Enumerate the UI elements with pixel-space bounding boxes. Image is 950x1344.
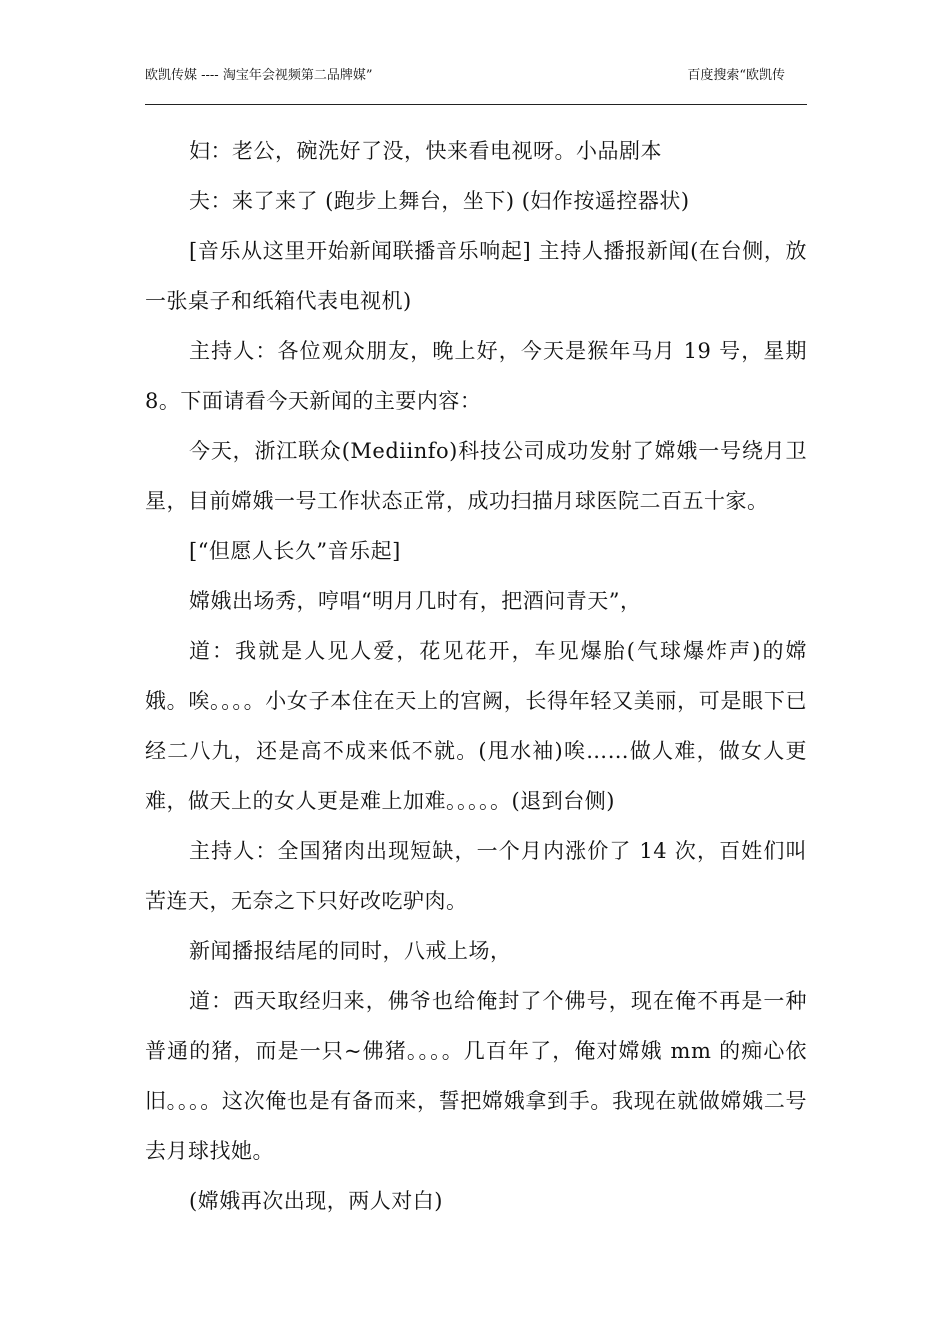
paragraph-dialogue-cue: (嫦娥再次出现，两人对白) [189,1189,443,1213]
header-right-text: 百度搜索“欧凯传 [687,68,785,83]
paragraph-wife-line: 妇：老公，碗洗好了没，快来看电视呀。小品剧本 [189,139,662,163]
paragraph-husband-line: 夫：来了来了 (跑步上舞台，坐下) (妇作按遥控器状) [189,189,690,213]
paragraph-host-greeting: 主持人：各位观众朋友，晚上好，今天是猴年马月 19 号，星期 8。下面请看今天新闻的主要内容： [145,339,807,413]
paragraph-news-satellite: 今天，浙江联众(Mediinfo)科技公司成功发射了嫦娥一号绕月卫星，目前嫦娥一号工作状态正常，成功扫描月球医院二百五十家。 [145,439,807,513]
paragraph-music-cue-2: [“但愿人长久”音乐起] [189,539,401,563]
paragraph-bajie-entrance: 新闻播报结尾的同时，八戒上场， [189,939,512,963]
paragraph-music-cue: [音乐从这里开始新闻联播音乐响起] 主持人播报新闻(在台侧，放一张桌子和纸箱代表电视机) [145,239,807,313]
paragraph-change-monologue: 道：我就是人见人爱，花见花开，车见爆胎(气球爆炸声)的嫦娥。唉。。。。小女子本住在天上的宫阙，长得年轻又美丽，可是眼下已经二八九，还是高不成来低不就。(甩水袖)唉……做人难，做女人更难，做天上的女人更是难上加难。。。。。(退到台侧) [145,639,807,813]
paragraph-host-pork-news: 主持人：全国猪肉出现短缺，一个月内涨价了 14 次，百姓们叫苦连天，无奈之下只好改吃驴肉。 [145,839,807,913]
header-left-text: 欧凯传媒 ---- 淘宝年会视频第二品牌媒” [145,68,373,83]
paragraph-change-entrance: 嫦娥出场秀，哼唱“明月几时有，把酒问青天”， [189,589,642,613]
paragraph-bajie-monologue: 道：西天取经归来，佛爷也给俺封了个佛号，现在俺不再是一种普通的猪，而是一只~佛猪。。。。几百年了，俺对嫦娥 mm 的痴心依旧。。。。这次俺也是有备而来，誓把嫦娥拿到手。我现在就做嫦娥二号去月球找她。 [145,989,807,1163]
document-body [145,126,807,1226]
page-header [145,66,807,105]
